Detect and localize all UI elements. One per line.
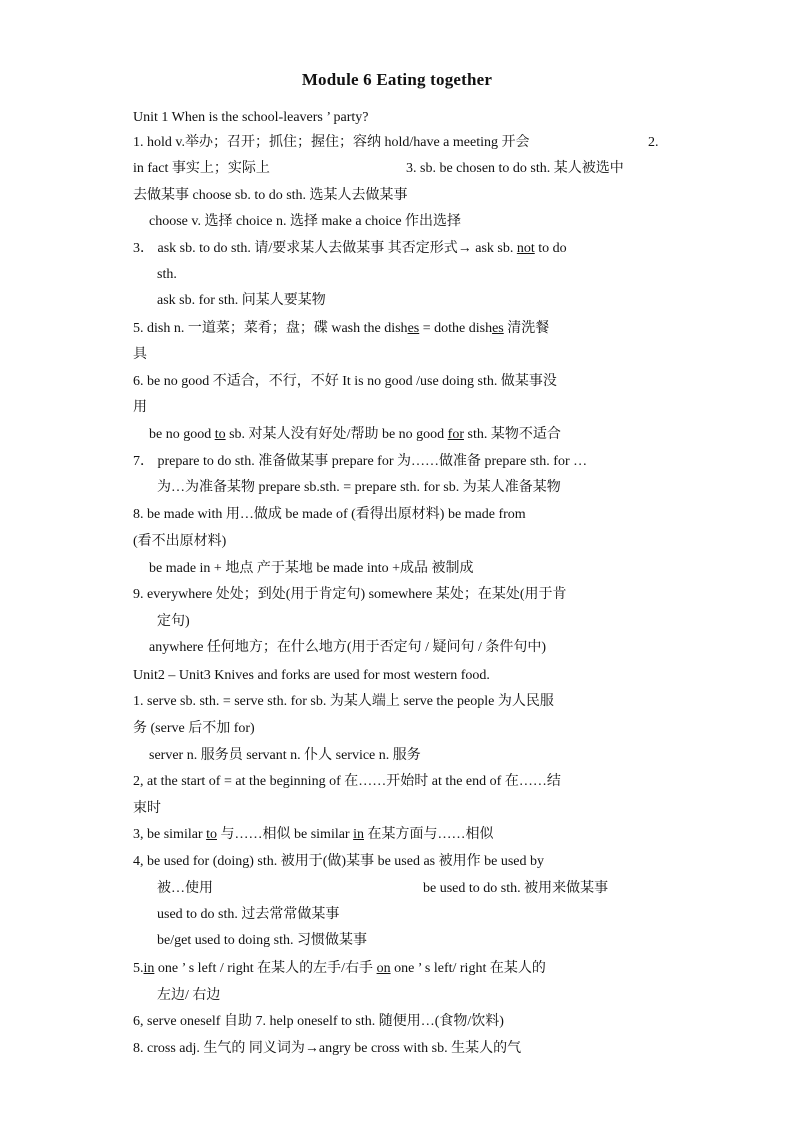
line-31-c: one ’ s left/ right 在某人的 (390, 961, 546, 976)
line-2a: in fact 事实上；实际上 (133, 161, 270, 176)
line-12-c: sth. 某物不适合 (464, 427, 561, 442)
line-11: 用 (133, 400, 147, 415)
line-12-b: sb. 对某人没有好处/帮助 be no good (225, 427, 448, 442)
line-18: 9. everywhere 处处；到处(用于肯定句) somewhere 某处；在某处(用于肯 (133, 587, 567, 602)
line-5 (133, 239, 567, 259)
line-13: 7． prepare to do sth. 准备做某事 prepare for 为……做准备 prepare sth. for … (133, 454, 588, 469)
line-28a: 被…使用 (157, 881, 213, 896)
line-26-a: 3, be similar (133, 827, 207, 842)
page-title: Module 6 Eating together (301, 70, 493, 89)
line-31-underline-1: in (143, 961, 155, 976)
line-34: 8. cross adj. 生气的 同义词为→angry be cross with sb. 生某人的气 (133, 1041, 522, 1056)
line-24: 2, at the start of = at the beginning of 在……开始时 at the end of 在……结 (133, 774, 561, 789)
line-8-underline-1: es (407, 321, 420, 336)
line-1-num: 2. (648, 135, 659, 150)
line-4: choose v. 选择 choice n. 选择 make a choice 作出选择 (149, 214, 462, 229)
line-31 (133, 959, 546, 979)
line-10: 6. be no good 不适合，不行，不好 It is no good /use doing sth. 做某事没 (133, 374, 557, 389)
line-5-a: 3． ask sb. to do sth. 请/要求某人去做某事 其否定形式→ ask sb. (133, 241, 517, 256)
line-12 (149, 425, 561, 445)
line-25: 束时 (133, 801, 161, 816)
line-31-a: 5. (133, 961, 144, 976)
line-29: used to do sth. 过去常常做某事 (157, 907, 340, 922)
line-2b: 3. sb. be chosen to do sth. 某人被选中 (406, 161, 624, 176)
line-33: 6, serve oneself 自助 7. help oneself to sth. 随便用…(食物/饮料) (133, 1014, 504, 1029)
line-28b: be used to do sth. 被用来做某事 (423, 881, 609, 896)
line-16: (看不出原材料) (133, 534, 227, 549)
line-15: 8. be made with 用…做成 be made of (看得出原材料) be made from (133, 507, 526, 522)
line-1: 1. hold v.举办；召开；抓住；握住；容纳 hold/have a meeting 开会 (133, 135, 530, 150)
unit1-heading: Unit 1 When is the school-leavers ’ party? (133, 110, 369, 125)
line-7: ask sb. for sth. 问某人要某物 (157, 293, 326, 308)
line-19: 定句) (157, 614, 190, 629)
line-3: 去做某事 choose sb. to do sth. 选某人去做某事 (133, 188, 408, 203)
line-22: 务 (serve 后不加 for) (133, 721, 255, 736)
line-26-underline-2: in (353, 827, 364, 842)
line-5-b: to do (534, 241, 567, 256)
line-31-b: one ’ s left / right 在某人的左手/右手 (154, 961, 377, 976)
line-5-underline: not (516, 241, 535, 256)
line-26 (133, 825, 494, 845)
line-12-a: be no good (149, 427, 215, 442)
line-20: anywhere 任何地方；在什么地方(用于否定句 / 疑问句 / 条件句中) (149, 640, 547, 655)
line-26-c: 在某方面与……相似 (364, 827, 494, 842)
line-23: server n. 服务员 servant n. 仆人 service n. 服务 (149, 748, 421, 763)
line-12-underline-1: to (214, 427, 226, 442)
line-8-b: = dothe dish (419, 321, 493, 336)
line-27: 4, be used for (doing) sth. 被用于(做)某事 be used as 被用作 be used by (133, 854, 544, 869)
line-30: be/get used to doing sth. 习惯做某事 (157, 933, 367, 948)
line-12-underline-2: for (447, 427, 464, 442)
line-9: 具 (133, 347, 147, 362)
line-26-b: 与……相似 be similar (217, 827, 354, 842)
line-8 (133, 319, 549, 339)
unit2-3-heading: Unit2 – Unit3 Knives and forks are used for most western food. (133, 668, 490, 683)
line-6: sth. (157, 267, 177, 282)
line-31-underline-2: on (376, 961, 391, 976)
line-8-underline-2: es (492, 321, 504, 336)
line-32: 左边/ 右边 (157, 988, 221, 1003)
line-8-a: 5. dish n. 一道菜；菜肴；盘；碟 wash the dish (133, 321, 408, 336)
line-26-underline-1: to (206, 827, 217, 842)
line-8-c: 清洗餐 (503, 321, 550, 336)
line-17: be made in + 地点 产于某地 be made into +成品 被制成 (149, 561, 474, 576)
line-14: 为…为准备某物 prepare sb.sth. = prepare sth. for sb. 为某人准备某物 (157, 480, 561, 495)
line-21: 1. serve sb. sth. = serve sth. for sb. 为某人端上 serve the people 为人民服 (133, 694, 554, 709)
